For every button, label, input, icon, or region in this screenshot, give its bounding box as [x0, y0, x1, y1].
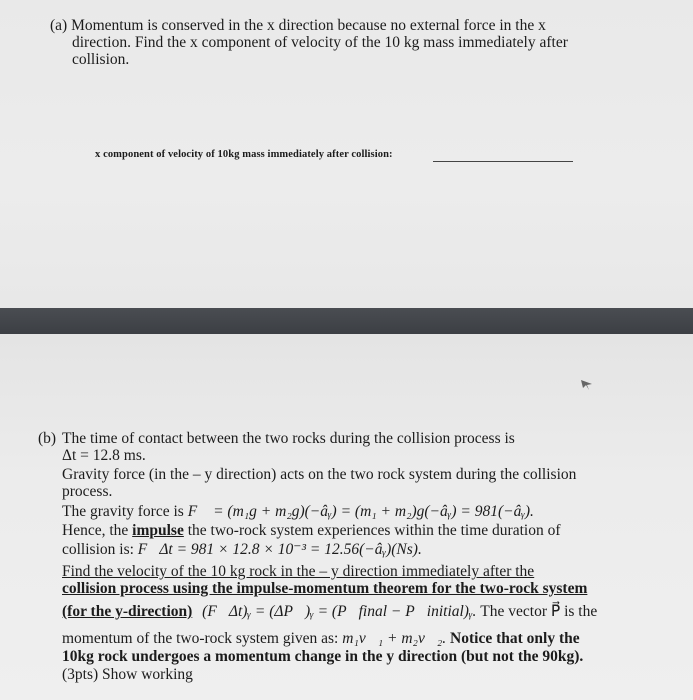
question-b-line-13: (3pts) Show working	[62, 666, 193, 683]
question-a	[50, 17, 610, 68]
question-b-line-7	[62, 541, 422, 558]
impulse-rest-text: the two-rock system experiences within the time duration of	[183, 522, 561, 539]
y-direction-text: (for the y-direction)	[62, 603, 193, 620]
momentum-expression: m₁v⃗₁ + m₂v⃗₂.	[342, 630, 447, 647]
impulse-intro-text: Hence, the	[62, 522, 133, 539]
question-b-line-8: Find the velocity of the 10 kg rock in the – y direction immediately after the	[62, 563, 535, 580]
question-a-line-3: collision.	[72, 51, 130, 68]
collision-is-text: collision is:	[62, 541, 138, 558]
impulse-equation: F⃗Δt = 981 × 12.8 × 10⁻³ = 12.56(−âᵧ)(Ns).	[137, 541, 422, 558]
page-separator-band	[0, 308, 693, 334]
question-b-line-10	[62, 603, 597, 620]
question-a-line-1: (a) Momentum is conserved in the x direction because no external force in the x	[50, 17, 546, 34]
gravity-force-equation: F⃗ = (m₁g + m₂g)(−âᵧ) = (m₁ + m₂)g(−âᵧ) = 981(−âᵧ).	[187, 503, 534, 520]
question-b-line-11	[62, 630, 580, 647]
question-b-line-3: Gravity force (in the – y direction) acts on the two rock system during the collision	[62, 466, 577, 483]
momentum-definition-text: momentum of the two-rock system given as:	[62, 630, 343, 647]
question-b-label: (b)	[38, 430, 57, 447]
question-b-line-12: 10kg rock undergoes a momentum change in the y direction (but not the 90kg).	[62, 648, 584, 665]
question-a-line-2: direction. Find the x component of velocity of the 10 kg mass immediately after	[72, 34, 568, 51]
mouse-cursor-icon	[580, 377, 594, 391]
question-b-line-6	[62, 522, 560, 539]
answer-label: x component of velocity of 10kg mass immediately after collision:	[95, 149, 393, 160]
vector-p-text: The vector P⃗ is the	[476, 603, 598, 620]
question-b-line-5	[62, 503, 534, 520]
answer-blank-line[interactable]	[433, 161, 573, 162]
question-b-line-4: process.	[62, 483, 113, 500]
question-b-line-9: collision process using the impulse-momentum theorem for the two-rock system	[62, 580, 588, 597]
notice-text: Notice that only the	[446, 630, 580, 647]
question-b-line-2: Δt = 12.8 ms.	[62, 447, 146, 464]
impulse-momentum-equation: (F⃗Δt)ᵧ = (ΔP⃗)ᵧ = (P⃗final − P⃗initial)ᵧ.	[202, 603, 477, 620]
answer-field-a[interactable]	[95, 147, 595, 167]
gravity-force-text: The gravity force is	[62, 503, 188, 520]
question-b-line-1: The time of contact between the two rocks during the collision process is	[62, 430, 515, 447]
impulse-keyword: impulse	[132, 522, 184, 539]
